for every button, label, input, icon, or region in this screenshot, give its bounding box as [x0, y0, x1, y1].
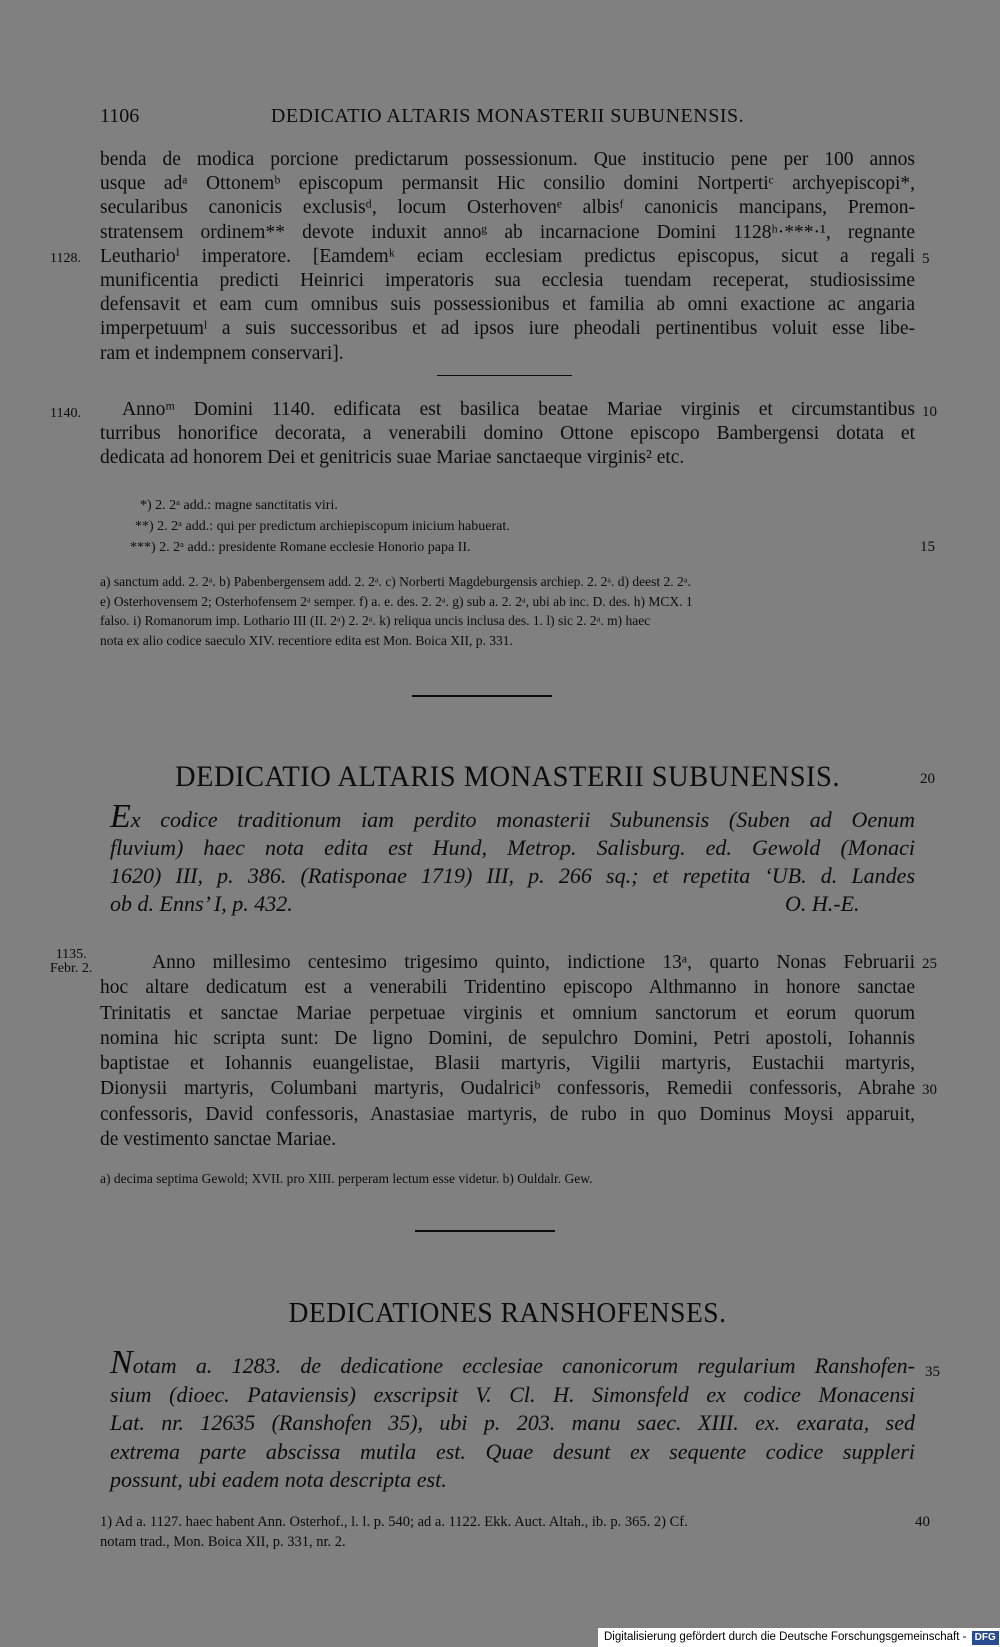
text-line: hoc altare dedicatum est a venerabili Tridentino episcopo Althmanno in honore sanctae [100, 977, 915, 999]
footnote-line: a) sanctum add. 2. 2ᵃ. b) Pabenbergensem add. 2. 2ᵃ. c) Norberti Magdeburgensis archiep. 2. 2ᵃ. d) deest 2. 2ᵃ. [100, 574, 691, 589]
footnote-line: falso. i) Romanorum imp. Lothario III (II. 2ᵃ) 2. 2ᵃ. k) reliqua uncis inclusa des. 1. l) sic 2. 2ᵃ. m) haec [100, 613, 651, 628]
footnote-text: 1) Ad a. 1127. haec habent Ann. Osterhof., l. l. p. 540; ad a. 1122. Ekk. Auct. Altah., ib. p. 365. 2) Cf. [100, 1514, 688, 1530]
text-line [100, 1076, 937, 1101]
margin-year: 1140. [50, 406, 81, 421]
text-line-content: Annoᵐ Domini 1140. edificata est basilica beatae Mariae virginis et circumstantibus [122, 399, 915, 420]
text-line-content: Dionysii martyris, Columbani martyris, Oudalriciᵇ confessoris, Remedii confessoris, Abrahe [100, 1078, 915, 1100]
text-line: munificentia predicti Heinrici imperatoris sua ecclesia tuendam receperat, studiosissime [100, 270, 915, 292]
text-line: usque adᵃ Ottonemᵇ episcopum permansit Hic consilio domini Nortpertiᶜ archyepiscopi*, [100, 173, 915, 195]
drop-cap: N [110, 1344, 133, 1381]
text-line [50, 398, 937, 422]
text-line: stratensem ordinem** devote induxit annoᵍ ab incarnacione Domini 1128ʰ·***·¹, regnante [100, 221, 915, 243]
section-title: DEDICATIONES RANSHOFENSES. [288, 1297, 727, 1329]
intro-text: ob d. Enns’ I, p. 432. [110, 891, 293, 916]
text-line: confessoris, David confessoris, Anastasiae martyris, de rubo in quo Dominus Moysi apparuit, [100, 1103, 915, 1125]
text-line: ram et indempnem conservari]. [100, 342, 344, 364]
text-line: baptistae et Iohannis euangelistae, Blasii martyris, Vigilii martyris, Eustachii martyris, [100, 1053, 915, 1075]
line-number: 35 [925, 1364, 940, 1380]
section-title: DEDICATIO ALTARIS MONASTERII SUBUNENSIS. [175, 760, 840, 793]
text-line: nomina hic scripta sunt: De ligno Domini, de sepulchro Domini, Petri apostoli, Iohannis [100, 1027, 915, 1049]
intro-line: fluvium) haec nota edita est Hund, Metrop. Salisburg. ed. Gewold (Monaci [110, 835, 915, 860]
intro-line [110, 890, 915, 918]
line-number: 40 [915, 1514, 930, 1530]
line-number: 5 [922, 250, 930, 267]
intro-line [110, 798, 915, 835]
section-rule [412, 695, 552, 697]
intro-line: 1620) III, p. 386. (Ratisponae 1719) III, p. 266 sq.; et repetita ‘UB. d. Landes [110, 863, 915, 888]
section-text [100, 950, 937, 1152]
line-number: 30 [922, 1082, 937, 1099]
letter-footnotes [100, 572, 915, 650]
intro-text: x codice traditionum iam perdito monasterii Subunensis (Suben ad Oenum [130, 807, 915, 832]
funding-footer [598, 1628, 1000, 1647]
section-intro [110, 798, 915, 918]
dfg-logo-icon: DFG [972, 1631, 999, 1645]
section-footnotes [100, 1512, 930, 1552]
drop-cap: E [110, 798, 131, 835]
text-line [100, 950, 937, 975]
line-number: 10 [922, 404, 937, 420]
footnote [120, 537, 935, 558]
footnote: *) 2. 2ᵃ add.: magne sanctitatis viri. [140, 498, 338, 513]
body-paragraph-2 [50, 398, 937, 471]
margin-date-day: Febr. 2. [50, 961, 93, 976]
text-line-content: Anno millesimo centesimo trigesimo quinto, indictione 13ᵃ, quarto Nonas Februarii [152, 952, 915, 973]
line-number: 15 [920, 539, 935, 555]
star-footnotes [120, 495, 935, 558]
funding-text: Digitalisierung gefördert durch die Deutsche Forschungsgemeinschaft - [604, 1631, 967, 1643]
margin-year: 1128. [50, 250, 81, 266]
footnote-line [100, 1512, 930, 1532]
margin-date-year: 1135. [55, 947, 87, 962]
section-rule [415, 1230, 555, 1232]
text-line: de vestimento sanctae Mariae. [100, 1129, 337, 1151]
text-line [50, 245, 930, 269]
intro-line: sium (dioec. Pataviensis) exscripsit V. Cl. H. Simonsfeld ex codice Monacensi [110, 1381, 915, 1407]
text-line: Trinitatis et sanctae Mariae perpetuae virginis et omnium sanctorum et eorum quorum [100, 1002, 915, 1024]
body-paragraph-1 [50, 148, 930, 366]
text-line: imperpetuumˡ a suis successoribus et ad ipsos iure pheodali pertinentibus voluit esse libe- [100, 318, 915, 340]
text-line: secularibus canonicis exclusisᵈ, locum Osterhovenᵉ albisᶠ canonicis mancipans, Premon- [100, 197, 915, 219]
running-head [100, 105, 915, 133]
footnote-line: nota ex alio codice saeculo XIV. recentiore edita est Mon. Boica XII, p. 331. [100, 632, 513, 648]
intro-text: otam a. 1283. de dedicatione ecclesiae canonicorum regularium Ranshofen- [132, 1353, 915, 1378]
text-line: benda de modica porcione predictarum possessionum. Que institucio pene per 100 annos [100, 149, 915, 170]
text-line: dedicata ad honorem Dei et genitricis suae Mariae sanctaeque virginis² etc. [100, 447, 685, 469]
intro-line: extrema parte abscissa mutila est. Quae desunt ex sequente codice suppleri [110, 1438, 915, 1464]
intro-line: possunt, ubi eadem nota descripta est. [110, 1467, 447, 1492]
footnote: **) 2. 2ᵃ add.: qui per predictum archiepiscopum inicium habuerat. [135, 519, 510, 534]
section-intro [110, 1344, 940, 1495]
editor-signature: O. H.-E. [785, 891, 860, 916]
page-number: 1106 [100, 105, 140, 127]
margin-date [50, 948, 92, 976]
separator-rule [437, 375, 572, 376]
line-number: 20 [920, 771, 935, 787]
footnote-line: notam trad., Mon. Boica XII, p. 331, nr. 2. [100, 1534, 346, 1550]
running-title: DEDICATIO ALTARIS MONASTERII SUBUNENSIS. [270, 105, 745, 127]
line-number: 25 [922, 956, 937, 972]
section-footnotes: a) decima septima Gewold; XVII. pro XIII. perperam lectum esse videtur. b) Ouldalr. Gew. [100, 1171, 593, 1186]
footnote-line: e) Osterhovensem 2; Osterhofensem 2ᵃ semper. f) a. e. des. 2. 2ᵃ. g) sub a. 2. 2ᵃ, ubi ab inc. D. des. h) MCX. 1 [100, 593, 693, 609]
intro-line [110, 1344, 940, 1381]
intro-line: Lat. nr. 12635 (Ranshofen 35), ubi p. 203. manu saec. XIII. ex. exarata, sed [110, 1410, 915, 1435]
text-line: turribus honorifice decorata, a venerabili domino Ottone episcopo Bambergensi dotata et [100, 423, 915, 445]
text-line-content: Leutharioⁱ imperatore. [Eamdemᵏ eciam ecclesiam predictus episcopus, sicut a regali [100, 245, 915, 267]
footnote-text: ***) 2. 2ᵃ add.: presidente Romane ecclesie Honorio papa II. [130, 540, 471, 555]
text-line: defensavit et eam cum omnibus suis possessionibus et familia ab omni exactione ac angaria [100, 294, 915, 316]
